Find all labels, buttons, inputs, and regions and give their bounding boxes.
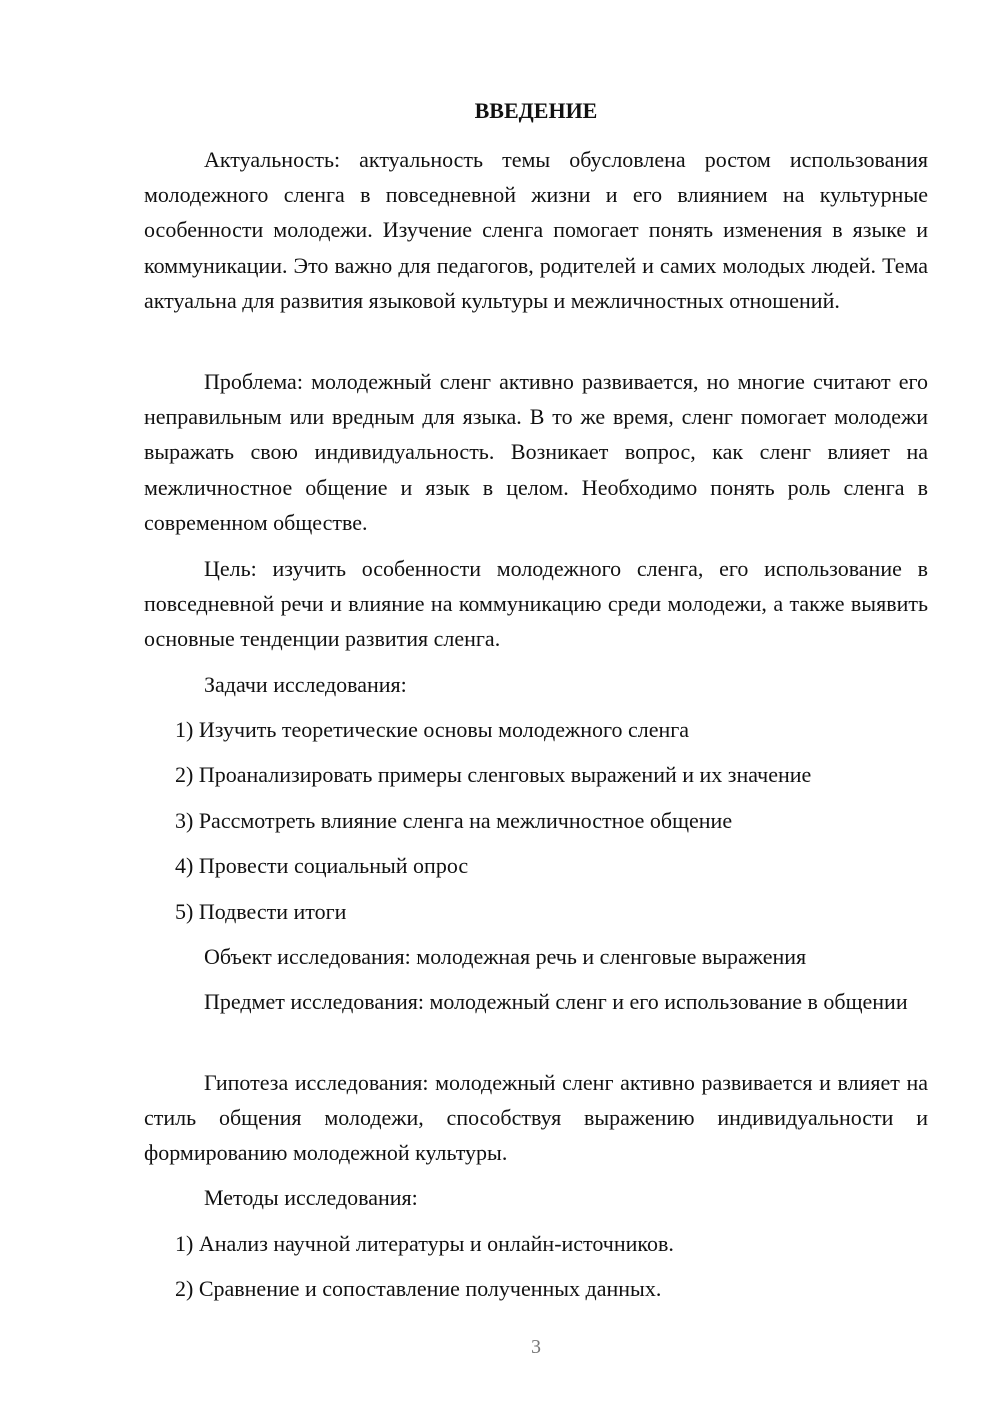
task-item-3: 3) Рассмотреть влияние сленга на межличностное общение [175,808,733,833]
problem-paragraph: Проблема: молодежный сленг активно развивается, но многие считают его неправильным или вредным для языка. В то же время, сленг помогает молодежи выражать свою индивидуальность. Возникает вопрос, как сленг влияет на межличностное общение и язык в целом. Необходимо понять роль сленга в современном обществе. [144,369,928,535]
object-line: Объект исследования: молодежная речь и сленговые выражения [204,944,807,969]
method-item-2: 2) Сравнение и сопоставление полученных данных. [175,1276,662,1301]
task-item-5: 5) Подвести итоги [175,899,347,924]
tasks-heading: Задачи исследования: [204,672,407,697]
methods-heading: Методы исследования: [204,1185,418,1210]
page-number: 3 [531,1336,541,1358]
task-item-2: 2) Проанализировать примеры сленговых выражений и их значение [175,762,812,787]
hypothesis-paragraph: Гипотеза исследования: молодежный сленг активно развивается и влияет на стиль общения молодежи, способствуя выражению индивидуальности и формированию молодежной культуры. [144,1070,928,1166]
relevance-paragraph: Актуальность: актуальность темы обусловлена ростом использования молодежного сленга в повседневной жизни и его влиянием на культурные особенности молодежи. Изучение сленга помогает понять изменения в языке и коммуникации. Это важно для педагогов, родителей и самих молодых людей. Тема актуальна для развития языковой культуры и межличностных отношений. [144,147,928,313]
task-item-4: 4) Провести социальный опрос [175,853,469,878]
subject-paragraph: Предмет исследования: молодежный сленг и его использование в общении [204,989,908,1014]
section-title: ВВЕДЕНИЕ [474,98,598,123]
method-item-1: 1) Анализ научной литературы и онлайн-источников. [175,1231,674,1256]
task-item-1: 1) Изучить теоретические основы молодежного сленга [175,717,690,742]
goal-paragraph: Цель: изучить особенности молодежного сленга, его использование в повседневной речи и влияние на коммуникацию среди молодежи, а также выявить основные тенденции развития сленга. [144,556,928,652]
